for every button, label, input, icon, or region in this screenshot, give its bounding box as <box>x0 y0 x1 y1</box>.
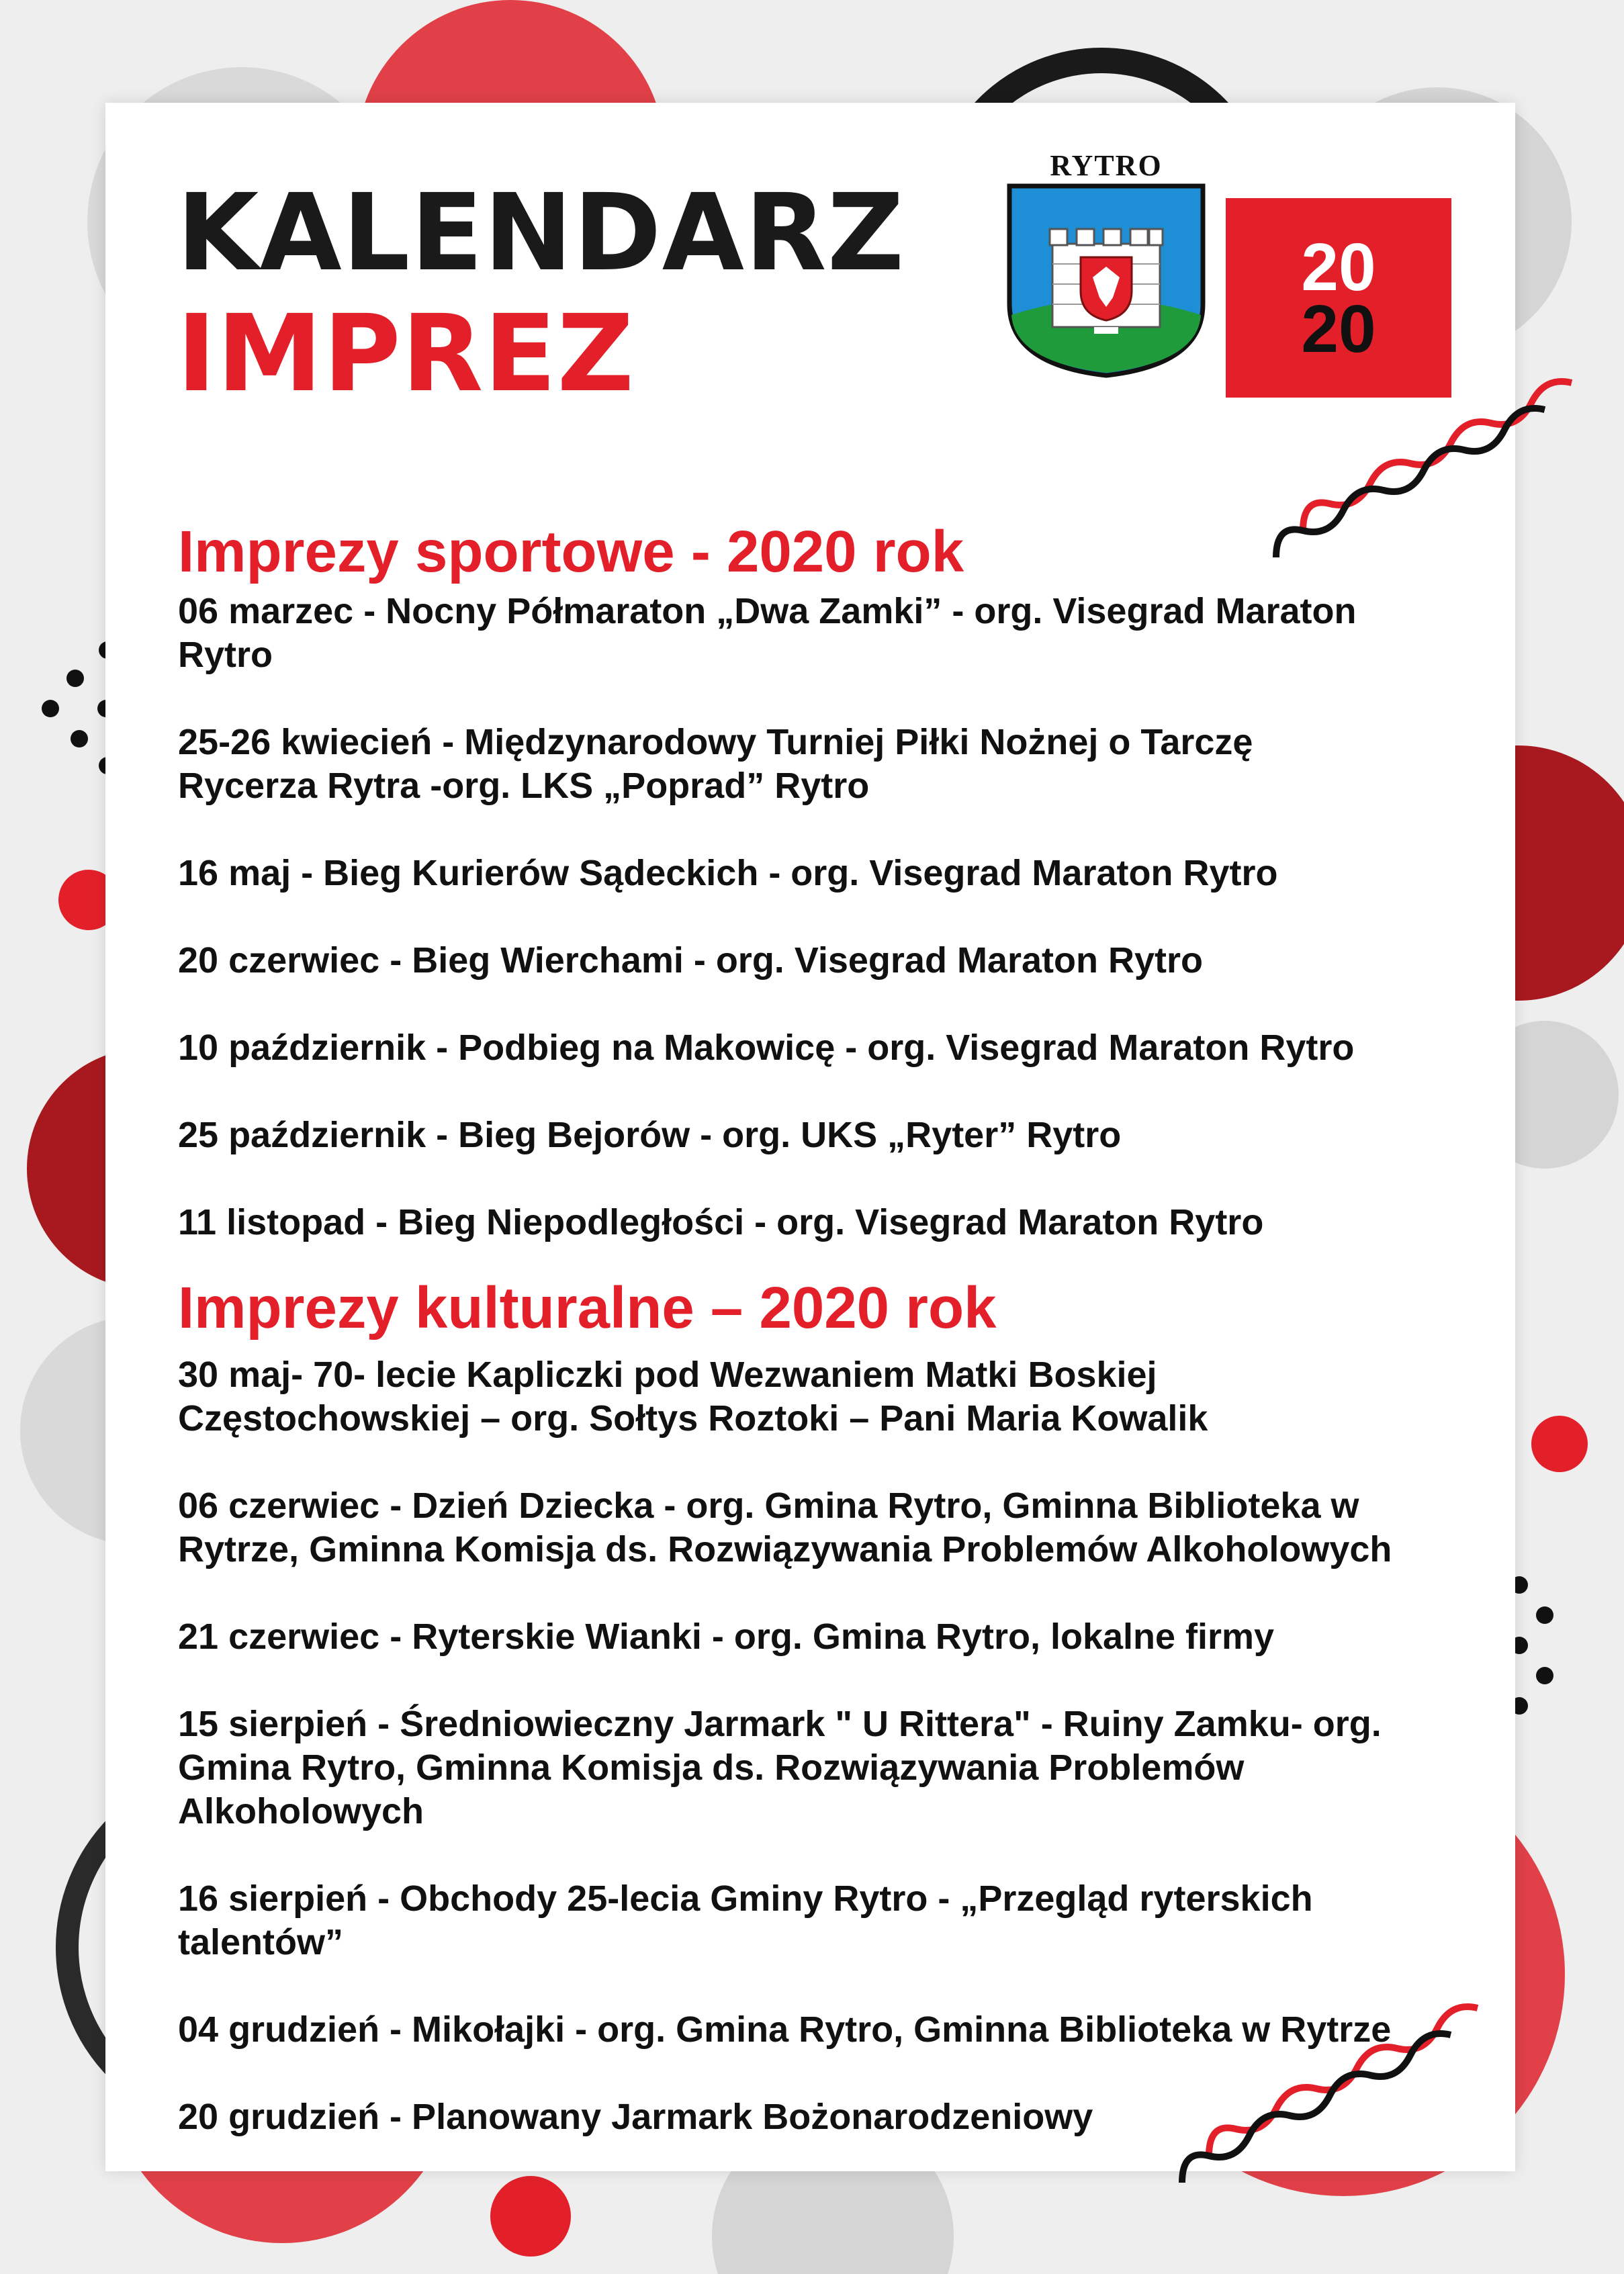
culture-heading: Imprezy kulturalne – 2020 rok <box>178 1275 997 1340</box>
sport-events-list <box>178 590 1494 1288</box>
coat-of-arms-icon <box>1005 183 1207 378</box>
culture-events-list <box>178 1353 1494 2183</box>
poster-sheet <box>105 103 1515 2171</box>
list-item: 10 październik - Podbieg na Makowicę - org. Visegrad Maraton Rytro <box>178 1028 1355 1068</box>
rytro-crest <box>1005 151 1207 379</box>
list-item: 21 czerwiec - Ryterskie Wianki - org. Gmina Rytro, lokalne firmy <box>178 1617 1275 1657</box>
list-item: 16 sierpień - Obchody 25-lecia Gminy Rytro - „Przegląd ryterskich talentów” <box>178 1878 1313 1962</box>
list-item: 25 październik - Bieg Bejorów - org. UKS „Ryter” Rytro <box>178 1115 1122 1155</box>
list-item: 25-26 kwiecień - Międzynarodowy Turniej Piłki Nożnej o Tarczę Rycerza Rytra -org. LKS „Poprad” Rytro <box>178 722 1253 806</box>
list-item: 15 sierpień - Średniowieczny Jarmark " U Rittera" - Ruiny Zamku- org. Gmina Rytro, Gminna Komisja ds. Rozwiązywania Problemów Alkoholowych <box>178 1704 1382 1831</box>
list-item: 20 grudzień - Planowany Jarmark Bożonarodzeniowy <box>178 2097 1093 2137</box>
bg-circle-red <box>1531 1416 1588 1472</box>
title-imprez: IMPREZ <box>177 292 635 416</box>
list-item: 20 czerwiec - Bieg Wierchami - org. Visegrad Maraton Rytro <box>178 940 1203 981</box>
year-bottom: 20 <box>1301 291 1376 367</box>
bg-circle-red <box>490 2176 571 2257</box>
year-badge <box>1226 198 1451 398</box>
list-item: 06 czerwiec - Dzień Dziecka - org. Gmina Rytro, Gminna Biblioteka w Rytrze, Gminna Komisja ds. Rozwiązywania Problemów Alkoholowych <box>178 1486 1392 1570</box>
list-item: 30 maj- 70- lecie Kapliczki pod Wezwaniem Matki Boskiej Częstochowskiej – org. Sołtys Roztoki – Pani Maria Kowalik <box>178 1355 1208 1439</box>
crest-name-label: RYTRO <box>1050 149 1163 182</box>
title-kalendarz: KALENDARZ <box>177 171 905 295</box>
list-item: 06 marzec - Nocny Półmaraton „Dwa Zamki” - org. Visegrad Maraton Rytro <box>178 591 1357 675</box>
year-top: 20 <box>1301 229 1376 305</box>
sport-heading: Imprezy sportowe - 2020 rok <box>178 519 964 584</box>
list-item: 11 listopad - Bieg Niepodległości - org. Visegrad Maraton Rytro <box>178 1202 1264 1242</box>
list-item: 16 maj - Bieg Kurierów Sądeckich - org. Visegrad Maraton Rytro <box>178 853 1278 893</box>
list-item: 04 grudzień - Mikołajki - org. Gmina Rytro, Gminna Biblioteka w Rytrze <box>178 2009 1392 2050</box>
